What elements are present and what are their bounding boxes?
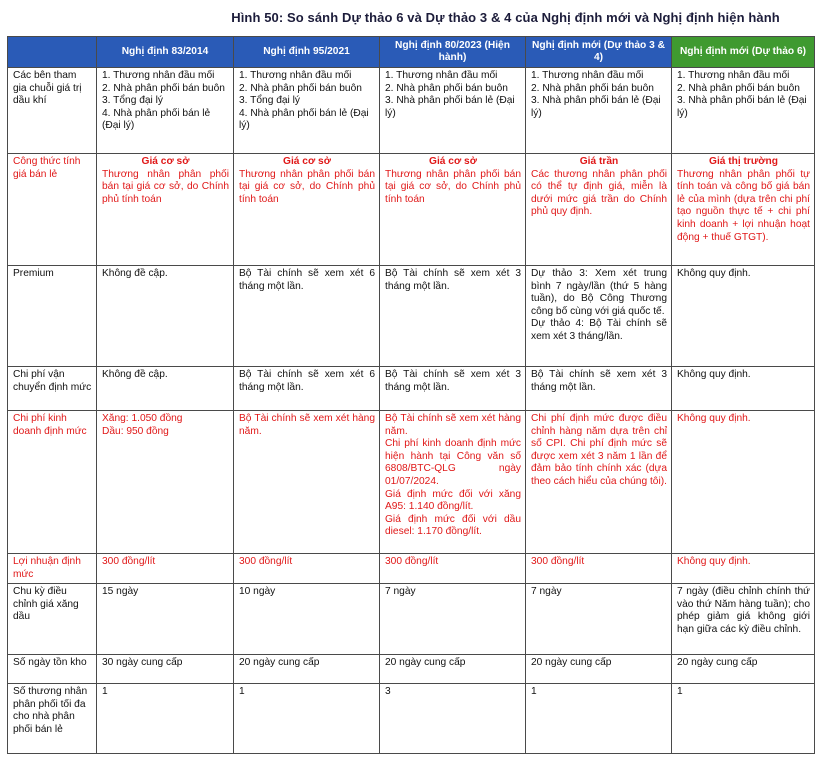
- figure-title: Hình 50: So sánh Dự thảo 6 và Dự thảo 3 & 4 của Nghị định mới và Nghị định hiện hành: [231, 10, 780, 25]
- table-cell: Bộ Tài chính sẽ xem xét hàng năm.: [234, 411, 380, 554]
- table-row: [8, 655, 815, 684]
- table-cell: 15 ngày: [97, 584, 234, 655]
- table-cell: 300 đồng/lít: [380, 554, 526, 584]
- row-label: Số thương nhân phân phối tối đa cho nhà phân phối bán lẻ: [8, 684, 97, 754]
- table-cell: Không quy định.: [672, 411, 815, 554]
- table-cell: 7 ngày: [526, 584, 672, 655]
- table-cell: 300 đồng/lít: [526, 554, 672, 584]
- table-row: [8, 154, 815, 266]
- table-cell: 300 đồng/lít: [234, 554, 380, 584]
- table-cell: 7 ngày (điều chỉnh chính thứ vào thứ Năm hàng tuần); cho phép giảm giá không giới hạn giữa các kỳ điều chỉnh.: [672, 584, 815, 655]
- table-row: [8, 554, 815, 584]
- comparison-table: [7, 36, 815, 754]
- row-label: Chi phí kinh doanh định mức: [8, 411, 97, 554]
- table-cell: 3: [380, 684, 526, 754]
- table-cell: Bộ Tài chính sẽ xem xét 6 tháng một lần.: [234, 367, 380, 411]
- header-row: [8, 37, 815, 68]
- header-nd-80-2023: Nghị định 80/2023 (Hiện hành): [380, 37, 526, 68]
- row-label: Chu kỳ điều chỉnh giá xăng dầu: [8, 584, 97, 655]
- table-cell: 1. Thương nhân đầu mối 2. Nhà phân phối bán buôn 3. Nhà phân phối bán lẻ (Đại lý): [526, 68, 672, 154]
- table-cell: 1. Thương nhân đầu mối 2. Nhà phân phối bán buôn 3. Nhà phân phối bán lẻ (Đại lý): [672, 68, 815, 154]
- table-cell: Chi phí định mức được điều chỉnh hàng năm dựa trên chỉ số CPI. Chi phí định mức sẽ được xem xét 3 năm 1 lần để đảm bảo tính chính xác (dựa theo cách hiểu của chúng tôi).: [526, 411, 672, 554]
- table-cell: Giá thị trường Thương nhân phân phối tự tính toán và công bố giá bán lẻ của mình (dựa trên chi phí tạo nguồn thực tế + chi phí kinh doanh + lợi nhuận hoạt động + thuế GTGT).: [672, 154, 815, 266]
- table-row: [8, 411, 815, 554]
- table-row: [8, 367, 815, 411]
- table-cell: 10 ngày: [234, 584, 380, 655]
- table-cell: Giá cơ sở Thương nhân phân phối bán tại giá cơ sở, do Chính phủ tính toán: [234, 154, 380, 266]
- table-cell: Không đề cập.: [97, 266, 234, 367]
- table-cell: Bộ Tài chính sẽ xem xét 3 tháng một lần.: [526, 367, 672, 411]
- row-label: Lợi nhuận định mức: [8, 554, 97, 584]
- table-row: [8, 68, 815, 154]
- table-cell: 1: [234, 684, 380, 754]
- table-cell: Bộ Tài chính sẽ xem xét 3 tháng một lần.: [380, 367, 526, 411]
- table-cell: Không đề cập.: [97, 367, 234, 411]
- header-corner: [8, 37, 97, 68]
- table-row: [8, 584, 815, 655]
- header-nd-83-2014: Nghị định 83/2014: [97, 37, 234, 68]
- table-cell: Không quy định.: [672, 367, 815, 411]
- table-cell: 7 ngày: [380, 584, 526, 655]
- table-cell: 1: [97, 684, 234, 754]
- row-label: Số ngày tồn kho: [8, 655, 97, 684]
- table-cell: 300 đồng/lít: [97, 554, 234, 584]
- row-label: Chi phí vận chuyển định mức: [8, 367, 97, 411]
- table-cell: Xăng: 1.050 đồng Dầu: 950 đồng: [97, 411, 234, 554]
- table-cell: 20 ngày cung cấp: [234, 655, 380, 684]
- table-cell: Dự thảo 3: Xem xét trung bình 7 ngày/lần (thứ 5 hàng tuần), do Bộ Công Thương công bố cùng với giá quốc tế. Dự thảo 4: Bộ Tài chính sẽ xem xét 3 tháng/lần.: [526, 266, 672, 367]
- table-cell: 1. Thương nhân đầu mối 2. Nhà phân phối bán buôn 3. Tổng đại lý 4. Nhà phân phối bán lẻ (Đại lý): [234, 68, 380, 154]
- table-cell: Giá cơ sở Thương nhân phân phối bán tại giá cơ sở, do Chính phủ tính toán: [97, 154, 234, 266]
- table-cell: Bộ Tài chính sẽ xem xét hàng năm. Chi phí kinh doanh định mức hiện hành tại Công văn số 6808/BTC-QLG ngày 01/07/2024. Giá định mức đối với xăng A95: 1.140 đồng/lít. Giá định mức đối với dầu diesel: 1.170 đồng/lít.: [380, 411, 526, 554]
- table-cell: 30 ngày cung cấp: [97, 655, 234, 684]
- table-cell: 20 ngày cung cấp: [672, 655, 815, 684]
- header-draft-6: Nghị định mới (Dự thảo 6): [672, 37, 815, 68]
- table-cell: 20 ngày cung cấp: [380, 655, 526, 684]
- table-cell: 20 ngày cung cấp: [526, 655, 672, 684]
- header-nd-95-2021: Nghị định 95/2021: [234, 37, 380, 68]
- row-label: Premium: [8, 266, 97, 367]
- row-label: Công thức tính giá bán lẻ: [8, 154, 97, 266]
- table-cell: Không quy định.: [672, 554, 815, 584]
- table-cell: 1. Thương nhân đầu mối 2. Nhà phân phối bán buôn 3. Tổng đại lý 4. Nhà phân phối bán lẻ (Đại lý): [97, 68, 234, 154]
- table-cell: Không quy định.: [672, 266, 815, 367]
- table-cell: 1: [672, 684, 815, 754]
- table-cell: Giá cơ sở Thương nhân phân phối bán tại giá cơ sở, do Chính phủ tính toán: [380, 154, 526, 266]
- row-label: Các bên tham gia chuỗi giá trị dầu khí: [8, 68, 97, 154]
- table-cell: Bộ Tài chính sẽ xem xét 6 tháng một lần.: [234, 266, 380, 367]
- table-cell: Giá trần Các thương nhân phân phối có thể tự định giá, miễn là dưới mức giá trần do Chính phủ quy định.: [526, 154, 672, 266]
- table-cell: Bộ Tài chính sẽ xem xét 3 tháng một lần.: [380, 266, 526, 367]
- table-row: [8, 266, 815, 367]
- header-draft-3-4: Nghị định mới (Dự thảo 3 & 4): [526, 37, 672, 68]
- table-cell: 1. Thương nhân đầu mối 2. Nhà phân phối bán buôn 3. Nhà phân phối bán lẻ (Đại lý): [380, 68, 526, 154]
- table-row: [8, 684, 815, 754]
- table-cell: 1: [526, 684, 672, 754]
